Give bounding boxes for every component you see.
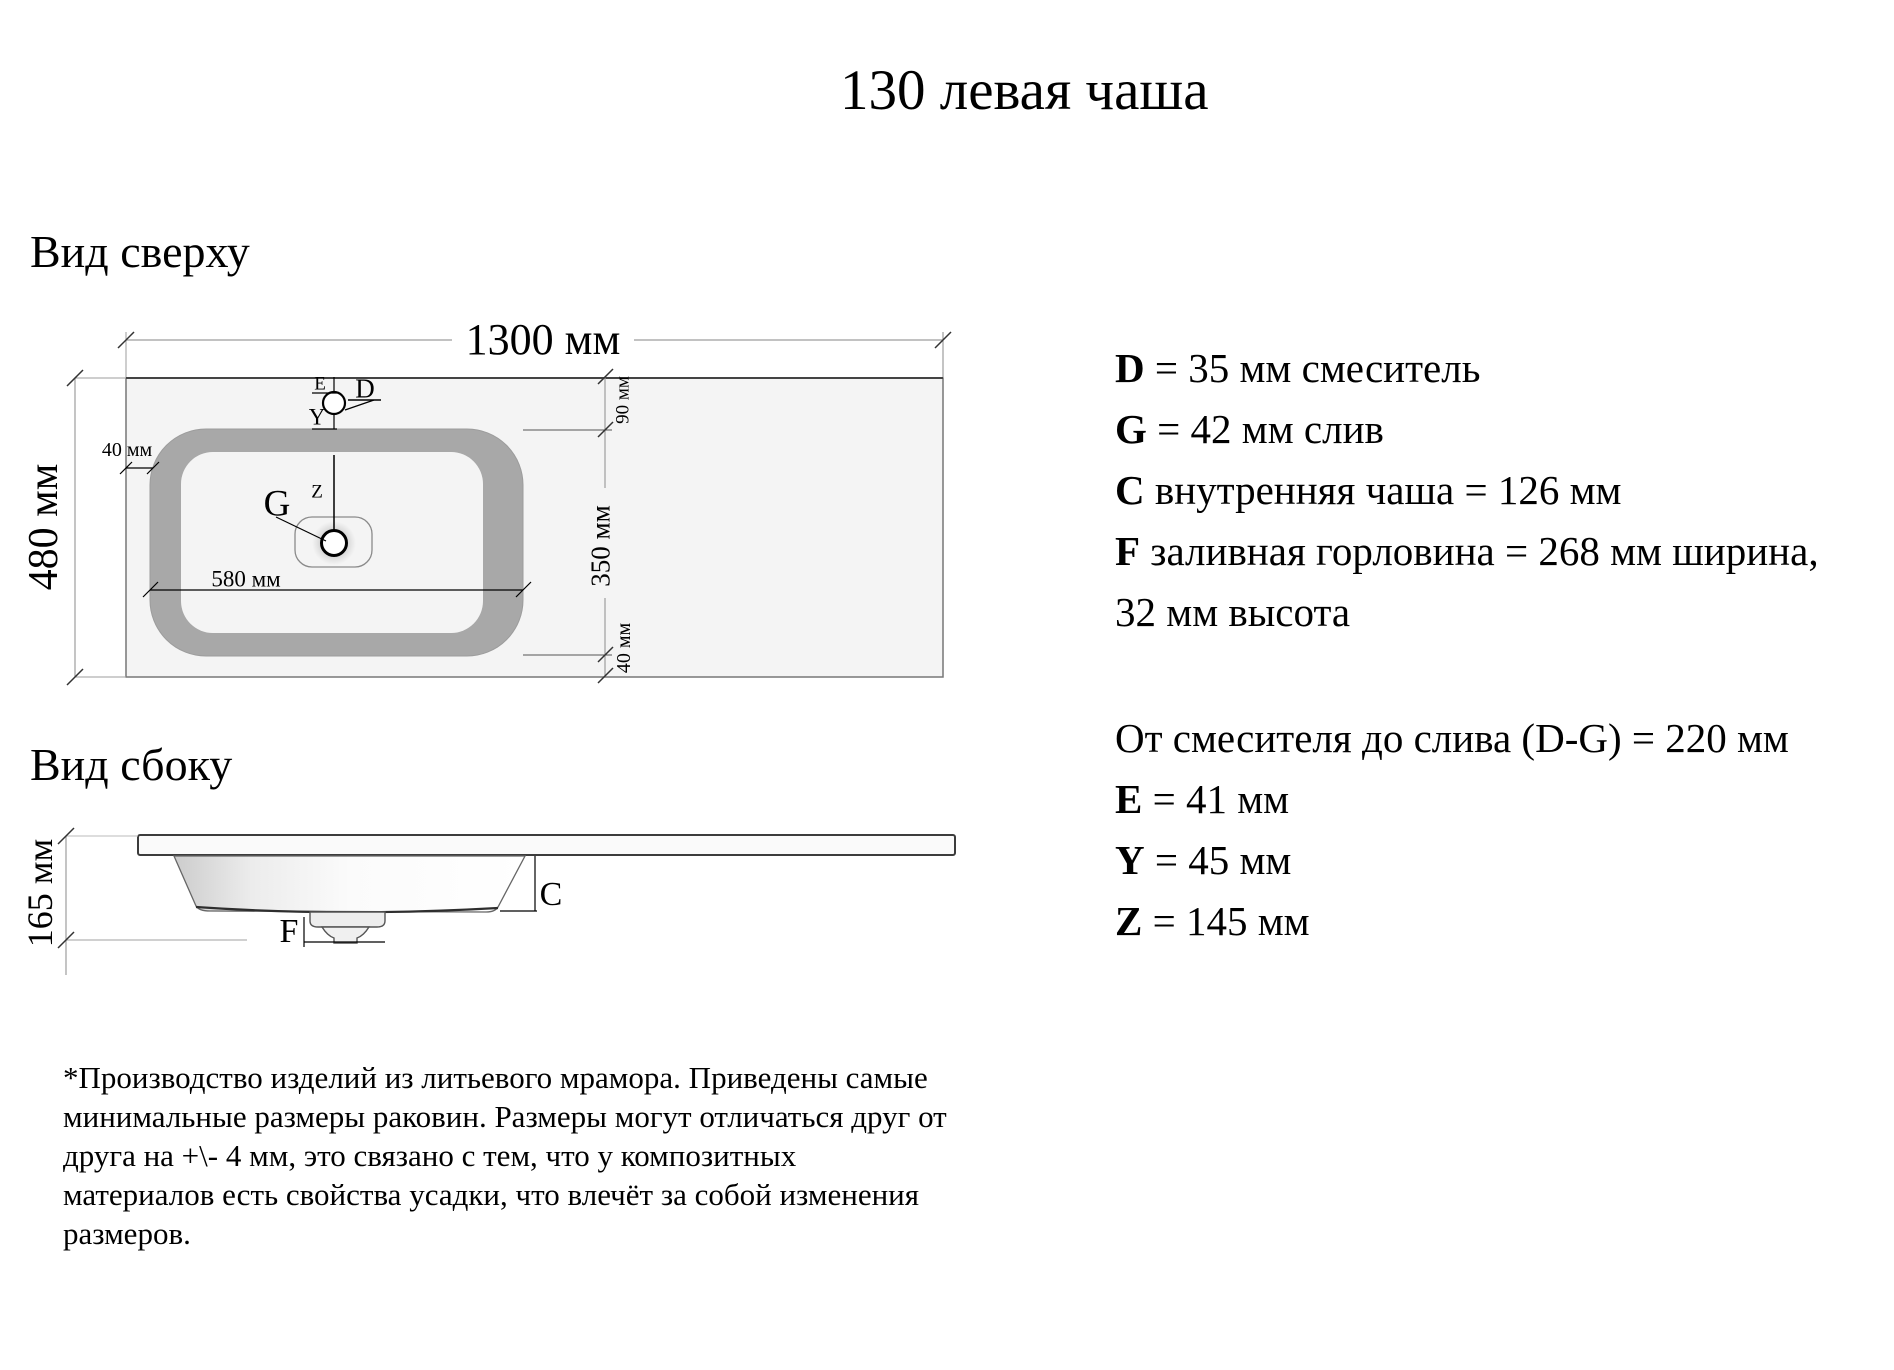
spec-block-secondary <box>1115 708 1789 952</box>
spec-line-d <box>1115 338 1819 399</box>
side-drain-foot <box>322 927 369 943</box>
spec-key: D <box>1115 345 1145 391</box>
spec-key: Z <box>1115 898 1143 944</box>
faucet-hole <box>323 392 345 414</box>
label-c-depth: C <box>539 876 563 913</box>
footnote-line: *Производство изделий из литьевого мрамора. Приведены самые <box>63 1060 928 1095</box>
spec-line-dg-distance <box>1115 708 1789 769</box>
side-bowl-profile <box>174 856 525 912</box>
spec-line-e <box>1115 769 1789 830</box>
side-view-heading: Вид сбоку <box>30 739 233 790</box>
spec-line-f-height <box>1115 582 1819 643</box>
dim-label-480: 480 мм <box>21 463 67 591</box>
spec-line-y <box>1115 830 1789 891</box>
dim-label-90: 90 мм <box>612 376 634 424</box>
dim-label-40-left: 40 мм <box>101 439 153 461</box>
dim-label-40-right: 40 мм <box>613 622 635 674</box>
spec-key: G <box>1115 406 1147 452</box>
dim-label-1300: 1300 мм <box>465 315 621 364</box>
spec-key: C <box>1115 467 1145 513</box>
label-e: E <box>314 373 326 395</box>
spec-line-c <box>1115 460 1819 521</box>
footnote <box>63 1058 947 1253</box>
spec-text: = 35 мм смеситель <box>1144 345 1481 391</box>
side-view-drawing <box>58 828 955 975</box>
drain-hole <box>322 531 347 556</box>
top-view-drawing <box>67 332 951 685</box>
label-f-neck: F <box>279 913 299 950</box>
spec-line-g <box>1115 399 1819 460</box>
footnote-line: материалов есть свойства усадки, что влечёт за собой изменения <box>63 1177 920 1212</box>
spec-text: = 45 мм <box>1144 837 1292 883</box>
dim-label-350: 350 мм <box>585 505 616 587</box>
side-drain-body <box>310 912 385 927</box>
spec-key: E <box>1115 776 1143 822</box>
spec-text: заливная горловина = 268 мм ширина, <box>1140 528 1819 574</box>
spec-key: F <box>1115 528 1141 574</box>
label-z: Z <box>311 481 323 503</box>
dim-480 <box>67 370 126 685</box>
spec-line-z <box>1115 891 1789 952</box>
label-y: Y <box>308 404 326 430</box>
side-slab <box>138 835 955 855</box>
spec-key: Y <box>1115 837 1145 883</box>
spec-block-primary <box>1115 338 1819 643</box>
spec-text: внутренняя чаша = 126 мм <box>1144 467 1622 513</box>
label-g-drain: G <box>263 483 291 525</box>
footnote-line: размеров. <box>63 1216 191 1251</box>
dim-label-580: 580 мм <box>211 566 281 592</box>
spec-text: От смесителя до слива (D-G) = 220 мм <box>1115 715 1789 761</box>
spec-text: = 145 мм <box>1142 898 1310 944</box>
footnote-line: минимальные размеры раковин. Размеры могут отличаться друг от <box>63 1099 947 1134</box>
spec-text: 32 мм высота <box>1115 589 1351 635</box>
dim-label-165: 165 мм <box>20 838 60 948</box>
spec-text: = 42 мм слив <box>1146 406 1384 452</box>
spec-line-f <box>1115 521 1819 582</box>
top-view-heading: Вид сверху <box>30 226 250 277</box>
spec-text: = 41 мм <box>1142 776 1290 822</box>
page-title: 130 левая чаша <box>840 59 1209 122</box>
label-d-faucet: D <box>355 373 375 404</box>
footnote-line: друга на +\- 4 мм, это связано с тем, что у композитных <box>63 1138 797 1173</box>
